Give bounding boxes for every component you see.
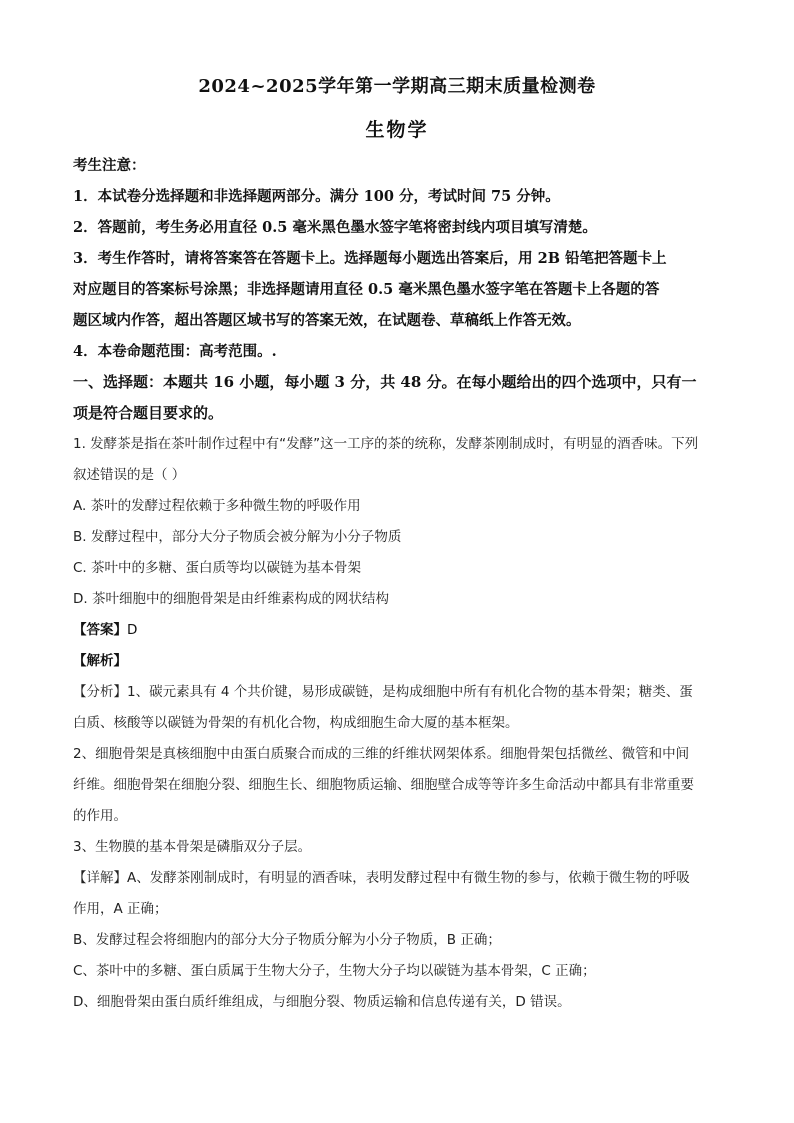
analysis-line-2: 白质、核酸等以碳链为骨架的有机化合物，构成细胞生命大厦的基本框架。 bbox=[73, 715, 519, 731]
answer-label: 【答案】 bbox=[73, 622, 127, 638]
notice-item-1: 1．本试卷分选择题和非选择题两部分。满分 100 分，考试时间 75 分钟。 bbox=[73, 188, 560, 205]
section-heading-line-1: 一、选择题：本题共 16 小题，每小题 3 分，共 48 分。在每小题给出的四个选项中，只有一 bbox=[73, 373, 697, 391]
analysis-line-4: 纤维。细胞骨架在细胞分裂、细胞生长、细胞物质运输、细胞壁合成等等许多生命活动中都具有非常重要 bbox=[73, 777, 694, 793]
question-stem-line-2: 叙述错误的是（ ） bbox=[73, 467, 186, 483]
analysis-line-3: 2、细胞骨架是真核细胞中由蛋白质聚合而成的三维的纤维状网架体系。细胞骨架包括微丝、微管和中间 bbox=[73, 746, 690, 762]
notice-item-2: 2．答题前，考生务必用直径 0.5 毫米黑色墨水签字笔将密封线内项目填写清楚。 bbox=[73, 219, 597, 236]
notice-item-3-cont-2: 题区域内作答，超出答题区域书写的答案无效，在试题卷、草稿纸上作答无效。 bbox=[73, 312, 581, 329]
option-c: C. 茶叶中的多糖、蛋白质等均以碳链为基本骨架 bbox=[73, 560, 362, 576]
notice-item-3: 3．考生作答时，请将答案答在答题卡上。选择题每小题选出答案后，用 2B 铅笔把答题卡上 bbox=[73, 250, 667, 267]
section-heading-line-2: 项是符合题目要求的。 bbox=[73, 404, 224, 422]
analysis-line-1: 【分析】1、碳元素具有 4 个共价键，易形成碳链，是构成细胞中所有有机化合物的基本骨架；糖类、蛋 bbox=[73, 684, 693, 700]
notice-item-4: 4．本卷命题范围：高考范围。. bbox=[73, 343, 277, 360]
detail-line-5: D、细胞骨架由蛋白质纤维组成，与细胞分裂、物质运输和信息传递有关，D 错误。 bbox=[73, 994, 571, 1010]
option-d: D. 茶叶细胞中的细胞骨架是由纤维素构成的网状结构 bbox=[73, 591, 389, 607]
subject-title: 生物学 bbox=[365, 119, 429, 141]
notice-heading: 考生注意： bbox=[73, 157, 146, 174]
detail-line-2: 作用，A 正确； bbox=[73, 901, 168, 917]
notice-item-3-cont-1: 对应题目的答案标号涂黑；非选择题请用直径 0.5 毫米黑色墨水签字笔在答题卡上各题的答 bbox=[73, 281, 660, 298]
analysis-line-6: 3、生物膜的基本骨架是磷脂双分子层。 bbox=[73, 839, 312, 855]
answer-row bbox=[73, 615, 723, 646]
analysis-label: 【解析】 bbox=[73, 653, 127, 669]
option-a: A. 茶叶的发酵过程依赖于多种微生物的呼吸作用 bbox=[73, 498, 361, 514]
question-stem-line-1: 1. 发酵茶是指在茶叶制作过程中有“发酵”这一工序的茶的统称，发酵茶刚制成时，有明显的酒香味。下列 bbox=[73, 436, 699, 452]
detail-line-4: C、茶叶中的多糖、蛋白质属于生物大分子，生物大分子均以碳链为基本骨架，C 正确； bbox=[73, 963, 596, 979]
detail-line-1: 【详解】A、发酵茶刚制成时，有明显的酒香味，表明发酵过程中有微生物的参与，依赖于微生物的呼吸 bbox=[73, 870, 690, 886]
option-b: B. 发酵过程中，部分大分子物质会被分解为小分子物质 bbox=[73, 529, 402, 545]
answer-value: D bbox=[127, 622, 138, 638]
analysis-line-5: 的作用。 bbox=[73, 808, 127, 824]
detail-line-3: B、发酵过程会将细胞内的部分大分子物质分解为小分子物质，B 正确； bbox=[73, 932, 501, 948]
document-body bbox=[73, 150, 723, 1018]
exam-title: 2024~2025学年第一学期高三期末质量检测卷 bbox=[198, 76, 596, 97]
